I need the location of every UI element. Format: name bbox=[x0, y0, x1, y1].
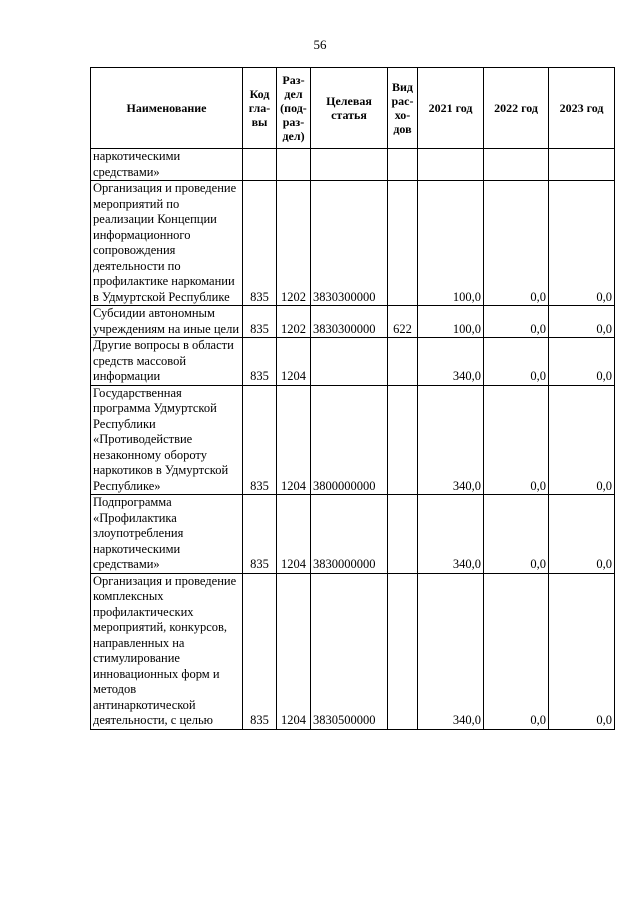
row-2021: 340,0 bbox=[418, 338, 484, 386]
table-row bbox=[91, 306, 615, 338]
row-chapter: 835 bbox=[243, 181, 277, 306]
row-name: Организация и проведение комплексных профилактических мероприятий, конкурсов, направленных на стимулирование инновационных форм и методов антинаркотической деятельности, с целью bbox=[91, 573, 243, 729]
table-row bbox=[91, 385, 615, 495]
header-section: Раз- дел (под- раз- дел) bbox=[277, 68, 311, 149]
row-section: 1204 bbox=[277, 573, 311, 729]
row-target: 3830300000 bbox=[311, 181, 388, 306]
row-section: 1204 bbox=[277, 338, 311, 386]
table-row bbox=[91, 573, 615, 729]
row-name: наркотическими средствами» bbox=[91, 149, 243, 181]
row-chapter: 835 bbox=[243, 338, 277, 386]
row-name: Другие вопросы в области средств массовой информации bbox=[91, 338, 243, 386]
row-2021: 340,0 bbox=[418, 573, 484, 729]
row-2023 bbox=[549, 149, 615, 181]
row-chapter: 835 bbox=[243, 385, 277, 495]
table-header-row bbox=[91, 68, 615, 149]
row-target bbox=[311, 338, 388, 386]
row-2023: 0,0 bbox=[549, 385, 615, 495]
row-chapter: 835 bbox=[243, 306, 277, 338]
header-expense: Вид рас- хо- дов bbox=[388, 68, 418, 149]
row-target: 3830500000 bbox=[311, 573, 388, 729]
row-chapter: 835 bbox=[243, 573, 277, 729]
row-2022: 0,0 bbox=[484, 338, 549, 386]
page-number: 56 bbox=[313, 37, 327, 52]
row-target bbox=[311, 149, 388, 181]
row-name: Субсидии автономным учреждениям на иные цели bbox=[91, 306, 243, 338]
table-row bbox=[91, 338, 615, 386]
row-expense bbox=[388, 181, 418, 306]
row-chapter bbox=[243, 149, 277, 181]
header-chapter: Код гла- вы bbox=[243, 68, 277, 149]
row-2022: 0,0 bbox=[484, 306, 549, 338]
row-2023: 0,0 bbox=[549, 181, 615, 306]
row-section: 1202 bbox=[277, 306, 311, 338]
row-2022: 0,0 bbox=[484, 181, 549, 306]
row-2021: 340,0 bbox=[418, 495, 484, 574]
row-2021: 100,0 bbox=[418, 181, 484, 306]
header-2023: 2023 год bbox=[549, 68, 615, 149]
row-2023: 0,0 bbox=[549, 495, 615, 574]
row-section: 1202 bbox=[277, 181, 311, 306]
row-2022: 0,0 bbox=[484, 573, 549, 729]
row-section bbox=[277, 149, 311, 181]
row-expense bbox=[388, 385, 418, 495]
row-2021 bbox=[418, 149, 484, 181]
row-expense bbox=[388, 338, 418, 386]
row-2023: 0,0 bbox=[549, 573, 615, 729]
row-chapter: 835 bbox=[243, 495, 277, 574]
row-expense bbox=[388, 495, 418, 574]
table-row bbox=[91, 181, 615, 306]
header-2022: 2022 год bbox=[484, 68, 549, 149]
row-2021: 340,0 bbox=[418, 385, 484, 495]
row-name: Подпрограмма «Профилактика злоупотребления наркотическими средствами» bbox=[91, 495, 243, 574]
row-target: 3830300000 bbox=[311, 306, 388, 338]
row-target: 3830000000 bbox=[311, 495, 388, 574]
row-2023: 0,0 bbox=[549, 338, 615, 386]
row-2022: 0,0 bbox=[484, 385, 549, 495]
row-expense: 622 bbox=[388, 306, 418, 338]
row-2021: 100,0 bbox=[418, 306, 484, 338]
row-expense bbox=[388, 573, 418, 729]
budget-table bbox=[90, 67, 615, 730]
header-target: Целевая статья bbox=[311, 68, 388, 149]
row-2022 bbox=[484, 149, 549, 181]
row-section: 1204 bbox=[277, 385, 311, 495]
header-name: Наименование bbox=[91, 68, 243, 149]
row-name: Организация и проведение мероприятий по реализации Концепции информационного сопровождения деятельности по профилактике наркомании в Удмуртской Республике bbox=[91, 181, 243, 306]
table-row bbox=[91, 495, 615, 574]
row-2022: 0,0 bbox=[484, 495, 549, 574]
header-2021: 2021 год bbox=[418, 68, 484, 149]
row-section: 1204 bbox=[277, 495, 311, 574]
row-name: Государственная программа Удмуртской Республики «Противодействие незаконному обороту наркотиков в Удмуртской Республике» bbox=[91, 385, 243, 495]
row-2023: 0,0 bbox=[549, 306, 615, 338]
table-row bbox=[91, 149, 615, 181]
row-target: 3800000000 bbox=[311, 385, 388, 495]
row-expense bbox=[388, 149, 418, 181]
